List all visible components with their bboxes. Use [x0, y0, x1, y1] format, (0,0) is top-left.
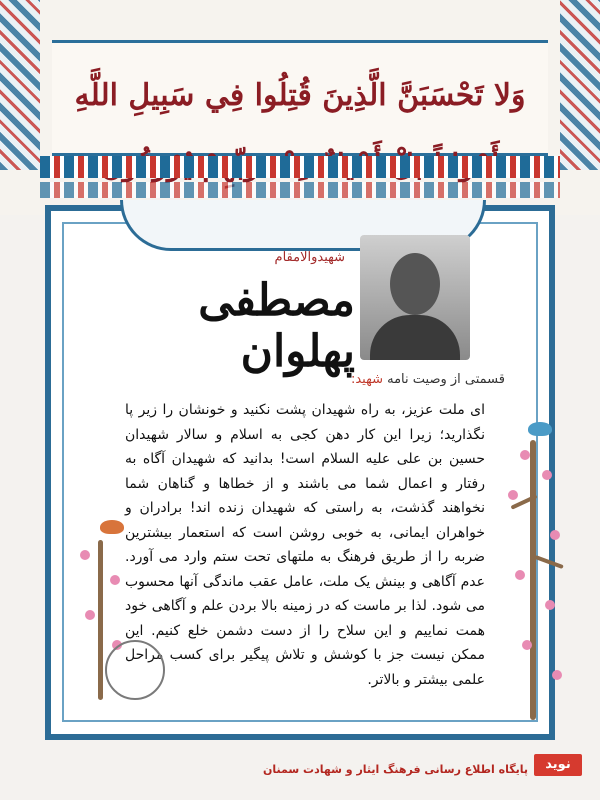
- footer: [0, 740, 600, 800]
- footer-site-name: پایگاه اطلاع رسانی فرهنگ ایثار و شهادت سمنان: [263, 763, 528, 776]
- right-tile-pattern: [560, 0, 600, 170]
- footer-logo: نوید: [534, 754, 582, 776]
- left-tile-pattern: [0, 0, 40, 170]
- intro-prefix: قسمتی از وصیت نامه: [387, 372, 505, 387]
- tile-border-lower: [40, 182, 560, 198]
- portrait-body: [370, 315, 460, 360]
- organization-seal-icon: [105, 640, 165, 700]
- tile-border-upper: [40, 156, 560, 178]
- verse-calligraphy: وَلا تَحْسَبَنَّ الَّذِينَ قُتِلُوا فِي سَبِيلِ اللَّهِ: [74, 78, 526, 113]
- martyr-name: مصطفی پهلوان: [198, 275, 355, 377]
- title-label: شهیدوالامقام: [274, 250, 345, 265]
- verse-banner: [52, 40, 548, 156]
- martyr-portrait: [360, 235, 470, 360]
- portrait-head: [390, 253, 440, 315]
- will-paragraph: ای ملت عزیز، به راه شهیدان پشت نکنید و خونشان را زیر پا نگذارید؛ زیرا این کار دهن کجی به اسلام و سالار شهیدان حسین بن علی علیه السلام است! بدانید که شهیدان آگاه به رفتار و اعمال شما می باشند و از خطاها و گناهان شما نخواهند گذشت، به راستی که شهیدان زنده اند! برادران و خواهران ایمانی، به خوبی روشن است که استعمار بیشترین ضربه را از طریق فرهنگ به ملتهای تحت ستم وارد می آورد. عدم آگاهی و بینش یک ملت، عامل عقب ماندگی آنها محسوب می شود. لذا بر ماست که در زمینه بالا بردن علم و آگاهی خود همت نماییم و این سلاح را از دست دشمن خلع کنیم. این ممکن نیست جز با کوشش و تلاش پیگیر برای کسب مراحل علمی بیشتر و بالاتر.: [125, 402, 485, 688]
- will-intro: [351, 372, 505, 387]
- will-text: [125, 398, 485, 692]
- intro-highlight: شهید:: [350, 372, 383, 387]
- right-blossom-tree: [500, 420, 570, 720]
